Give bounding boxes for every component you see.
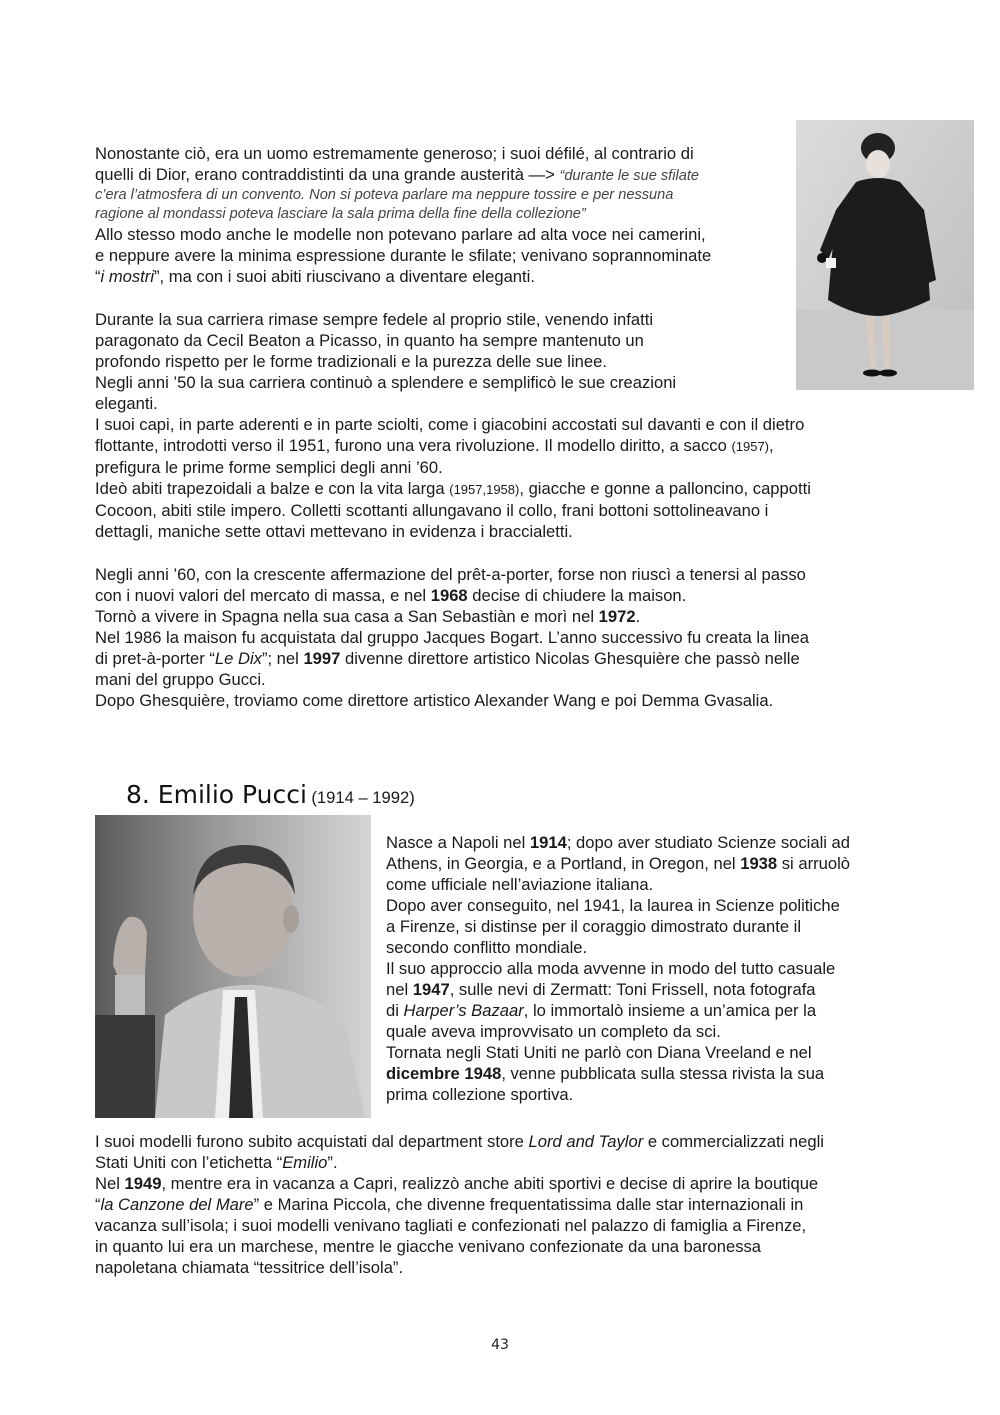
text-run: e commercializzati negli [643, 1132, 824, 1151]
text-run: I suoi modelli furono subito acquistati dal department store [95, 1132, 529, 1151]
text-line: Nel 1986 la maison fu acquistata dal gruppo Jacques Bogart. L’anno successivo fu creata la linea [95, 628, 809, 647]
italic-text: Emilio [282, 1153, 328, 1172]
closing-paragraph [95, 564, 809, 711]
text-line: Dopo Ghesquière, troviamo come direttore artistico Alexander Wang e poi Demma Gvasalia. [95, 691, 774, 710]
text-line: Nonostante ciò, era un uomo estremamente generoso; i suoi défilé, al contrario di [95, 144, 694, 163]
text-run: divenne direttore artistico Nicolas Ghesquière che passò nelle [340, 649, 800, 668]
quote-text: “durante le sue sfilate [559, 168, 699, 184]
page-number: 43 [491, 1337, 509, 1353]
pucci-bio-paragraph [386, 832, 850, 1105]
text-line: secondo conflitto mondiale. [386, 938, 588, 957]
text-run: Tornò a vivere in Spagna nella sua casa a San Sebastiàn e morì nel [95, 607, 599, 626]
text-run: ”. [327, 1153, 338, 1172]
text-line [386, 1063, 850, 1084]
text-line [95, 585, 809, 606]
text-line [95, 606, 809, 627]
small-text: (1957,1958) [449, 482, 520, 497]
text-line: dettagli, maniche sette ottavi mettevano in evidenza i braccialetti. [95, 522, 573, 541]
quote-line: ragione al mondassi poteva lasciare la sala prima della fine della collezione” [95, 206, 586, 222]
text-line: vacanza sull’isola; i suoi modelli venivano tagliati e confezionati nel palazzo di famiglia a Firenze, [95, 1216, 807, 1235]
text-run: di pret-à-porter “ [95, 649, 215, 668]
italic-text: la Canzone del Mare [100, 1195, 254, 1214]
text-line: Il suo approccio alla moda avvenne in modo del tutto casuale [386, 959, 836, 978]
text-line: paragonato da Cecil Beaton a Picasso, in quanto ha sempre mantenuto un [95, 331, 644, 350]
text-run: , lo immortalò insieme a un’amica per la [523, 1001, 817, 1020]
text-line: prima collezione sportiva. [386, 1085, 574, 1104]
italic-text: Harper’s Bazaar [403, 1001, 524, 1020]
text-run: decise di chiudere la maison. [467, 586, 687, 605]
italic-text: Lord and Taylor [528, 1132, 644, 1151]
text-run: , sulle nevi di Zermatt: Toni Frissell, nota fotografa [449, 980, 816, 999]
intro-paragraph [95, 143, 711, 287]
italic-text: i mostri [100, 267, 154, 286]
text-line: Durante la sua carriera rimase sempre fedele al proprio stile, venendo infatti [95, 310, 654, 329]
text-run: ; dopo aver studiato Scienze sociali ad [566, 833, 851, 852]
text-line: e neppure avere la minima espressione durante le sfilate; venivano soprannominate [95, 246, 712, 265]
text-line: quale aveva improvvisato un completo da sci. [386, 1022, 721, 1041]
text-run: Athens, in Georgia, e a Portland, in Oregon, nel [386, 854, 741, 873]
text-line: Cocoon, abiti stile impero. Colletti scottanti allungavano il collo, frani bottoni sottolineavano i [95, 501, 769, 520]
bold-year: 1947 [412, 980, 450, 999]
section-heading [126, 780, 415, 809]
bold-year: 1997 [303, 649, 341, 668]
text-line [386, 832, 850, 853]
text-run: , mentre era in vacanza a Capri, realizzò anche abiti sportivi e decise di aprire la boutique [161, 1174, 819, 1193]
text-run: Ideò abiti trapezoidali a balze e con la vita larga [95, 479, 450, 498]
text-line [95, 648, 809, 669]
text-line [386, 979, 850, 1000]
text-line [95, 1173, 824, 1194]
text-line: in quanto lui era un marchese, mentre le giacche venivano confezionate da una baronessa [95, 1237, 762, 1256]
text-run: . [635, 607, 641, 626]
text-line [386, 853, 850, 874]
text-run: “ [95, 1195, 101, 1214]
text-line [95, 1152, 824, 1173]
text-line: profondo rispetto per le forme tradizionali e la purezza delle sue linee. [95, 352, 607, 371]
small-text: (1957) [731, 439, 770, 454]
emilio-pucci-photo [95, 815, 371, 1118]
italic-text: Le Dix [214, 649, 262, 668]
text-line [95, 1131, 824, 1152]
text-line: Negli anni ’50 la sua carriera continuò a splendere e semplificò le sue creazioni [95, 373, 677, 392]
text-line: mani del gruppo Gucci. [95, 670, 266, 689]
text-line [95, 164, 711, 186]
text-line [95, 478, 811, 500]
text-line: Allo stesso modo anche le modelle non potevano parlare ad alta voce nei camerini, [95, 225, 706, 244]
quote-line: c’era l’atmosfera di un convento. Non si poteva parlare ma neppure tossire e per nessuna [95, 187, 674, 203]
text-run: “ [95, 267, 101, 286]
career-paragraph [95, 309, 811, 542]
text-line: Negli anni ’60, con la crescente affermazione del prêt-a-porter, forse non riuscì a tenersi al passo [95, 565, 806, 584]
text-line [386, 1000, 850, 1021]
text-run: Stati Uniti con l’etichetta “ [95, 1153, 283, 1172]
text-run: nel [386, 980, 413, 999]
section-years: (1914 – 1992) [311, 788, 415, 807]
text-run: ” e Marina Piccola, che divenne frequentatissima dalle star internazionali in [253, 1195, 804, 1214]
text-run: con i nuovi valori del mercato di massa, e nel [95, 586, 431, 605]
bold-year: 1972 [598, 607, 636, 626]
text-run: si arruolò [777, 854, 850, 873]
section-title: 8. Emilio Pucci [126, 780, 307, 809]
text-line [95, 435, 811, 457]
bold-year: 1938 [740, 854, 778, 873]
text-run: Nel [95, 1174, 125, 1193]
text-run: flottante, introdotti verso il 1951, furono una vera rivoluzione. Il modello diritto, a sacco [95, 436, 732, 455]
text-line: eleganti. [95, 394, 158, 413]
text-line [95, 1194, 824, 1215]
model-coat-photo [796, 120, 974, 390]
bold-year: 1949 [124, 1174, 162, 1193]
model-coat-image [796, 120, 974, 390]
text-run: ”; nel [261, 649, 304, 668]
text-line [95, 266, 711, 287]
text-line: Tornata negli Stati Uniti ne parlò con Diana Vreeland e nel [386, 1043, 812, 1062]
text-run: , giacche e gonne a palloncino, cappotti [519, 479, 811, 498]
text-line: prefigura le prime forme semplici degli anni ’60. [95, 458, 443, 477]
bold-date: dicembre 1948 [386, 1064, 502, 1083]
text-run: Nasce a Napoli nel [386, 833, 530, 852]
portrait-image [95, 815, 371, 1118]
text-line: a Firenze, si distinse per il coraggio dimostrato durante il [386, 917, 802, 936]
bold-year: 1914 [529, 833, 567, 852]
text-line: napoletana chiamata “tessitrice dell’isola”. [95, 1258, 404, 1277]
text-line: Dopo aver conseguito, nel 1941, la laurea in Scienze politiche [386, 896, 840, 915]
pucci-business-paragraph [95, 1131, 824, 1278]
text-run: , [769, 436, 774, 455]
text-run: , venne pubblicata sulla stessa rivista la sua [501, 1064, 825, 1083]
text-run: di [386, 1001, 404, 1020]
text-line: I suoi capi, in parte aderenti e in parte sciolti, come i giacobini accostati sul davanti e con il dietro [95, 415, 805, 434]
text-run: quelli di Dior, erano contraddistinti da una grande austerità —> [95, 165, 560, 184]
text-line: come ufficiale nell’aviazione italiana. [386, 875, 654, 894]
text-run: ”, ma con i suoi abiti riuscivano a diventare eleganti. [154, 267, 535, 286]
bold-year: 1968 [430, 586, 468, 605]
